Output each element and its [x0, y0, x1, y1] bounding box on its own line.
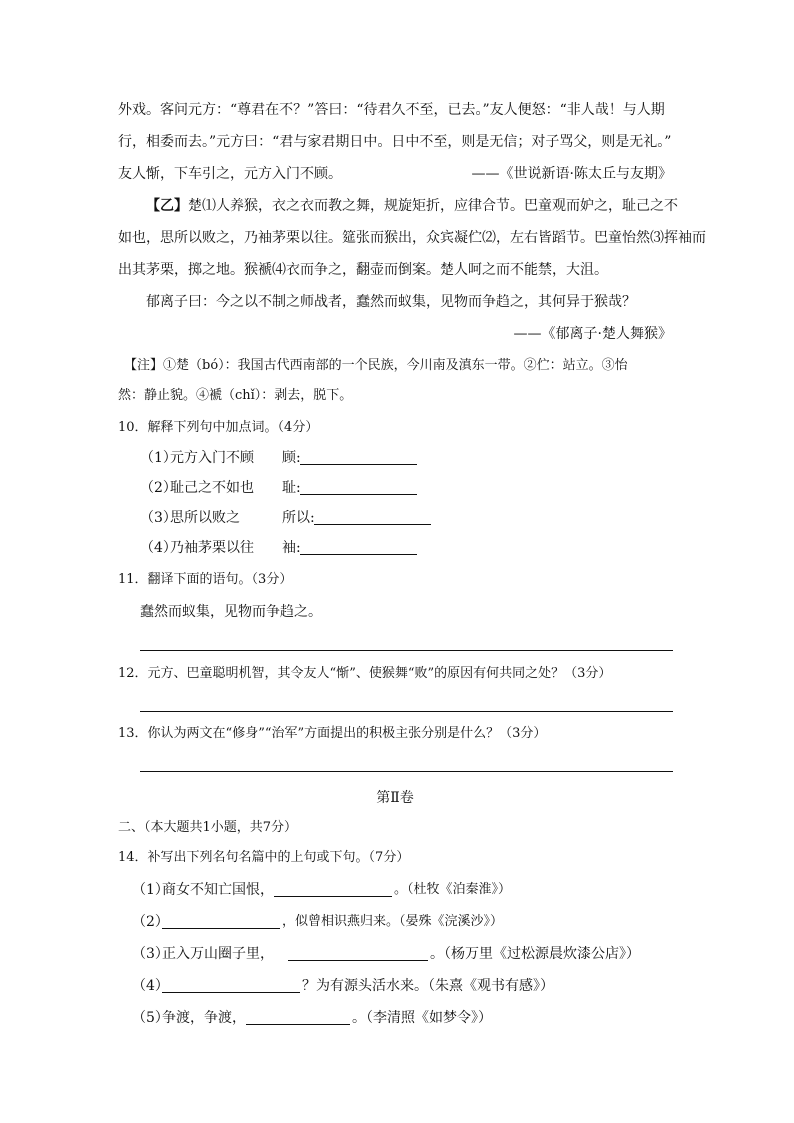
passage-b-line: [146, 196, 706, 216]
question-11-sentence: 蠢然而蚁集，见物而争趋之。: [140, 604, 322, 620]
answer-blank[interactable]: [300, 450, 417, 465]
q10-item-number: （1）: [140, 450, 177, 466]
answer-blank[interactable]: [314, 510, 431, 525]
q14-item-after: ，似曾相识燕归来。（晏殊《浣溪沙》）: [282, 914, 504, 929]
passage-b-text: 楚⑴人养猴，衣之衣而教之舞，规旋矩折，应律合节。巴童观而妒之，耻己之不: [188, 198, 678, 214]
answer-blank[interactable]: [162, 978, 300, 993]
q10-item-text: 耻己之不如也: [170, 480, 254, 496]
passage-b-line: 出其茅栗，掷之地。猴褫⑷衣而争之，翻壶而倒案。楚人呵之而不能禁，大沮。: [118, 262, 608, 278]
passage-a-line: 友人惭，下车引之，元方入门不顾。: [118, 166, 342, 182]
question-12-title: 12．元方、巴童聪明机智，其令友人“惭”、使猴舞“败”的原因有何共同之处？（3分）: [118, 666, 612, 681]
passage-b-line: 郁离子曰：今之以不制之师战者，蠢然而蚁集，见物而争趋之，其何异于猴哉？: [146, 294, 636, 310]
answer-blank[interactable]: [162, 914, 280, 929]
question-11-title: 11．翻译下面的语句。（3分）: [118, 572, 293, 587]
q10-item-word: 袖:: [282, 540, 301, 556]
answer-line[interactable]: [140, 711, 673, 712]
passage-a-line: 外戏。客问元方：“尊君在不？”答曰：“待君久不至，已去。”友人便怒：“非人哉！与人期: [118, 102, 665, 118]
q14-item-after: 。（杨万里《过松源晨炊漆公店》）: [430, 946, 640, 962]
q14-item-after: ？为有源头活水来。（朱熹《观书有感》）: [302, 978, 554, 994]
question-10-title: 10．解释下列句中加点词。（4分）: [118, 420, 319, 435]
answer-line[interactable]: [140, 771, 673, 772]
passage-a-source: ——《世说新语·陈太丘与友期》: [471, 166, 672, 182]
answer-blank[interactable]: [246, 1010, 350, 1025]
q10-item-text: 元方入门不顾: [170, 450, 254, 466]
q10-item-text: 乃袖茅栗以往: [170, 540, 254, 556]
q10-item-word: 所以:: [282, 510, 315, 526]
answer-line[interactable]: [140, 650, 673, 651]
answer-blank[interactable]: [300, 540, 417, 555]
q14-item-after: 。（李清照《如梦令》）: [352, 1010, 492, 1026]
q14-item-after: 。（杜牧《泊秦淮》）: [394, 882, 512, 897]
question-13-title: 13．你认为两文在“修身”“治军”方面提出的积极主张分别是什么？（3分）: [118, 726, 547, 741]
q14-item-number: （2）: [132, 914, 169, 930]
section-heading: 第Ⅱ卷: [376, 790, 414, 806]
q10-item-number: （3）: [140, 510, 177, 526]
q14-item-before: 正入万山圈子里，: [162, 946, 274, 962]
passage-b-source: ——《郁离子·楚人舞猴》: [513, 326, 672, 342]
answer-blank[interactable]: [274, 882, 392, 897]
q10-item-number: （4）: [140, 540, 177, 556]
q14-item-before: 争渡，争渡，: [162, 1010, 246, 1026]
passage-a-line: 行，相委而去。”元方曰：“君与家君期日中。日中不至，则是无信；对子骂父，则是无礼。”: [118, 134, 672, 150]
notes-line: 【注】①楚（bó）：我国古代西南部的一个民族，今川南及滇东一带。②伫：站立。③怡: [124, 358, 628, 373]
q10-item-number: （2）: [140, 480, 177, 496]
passage-b-label: 【乙】: [146, 198, 188, 214]
answer-blank[interactable]: [288, 946, 428, 961]
q14-item-number: （1）: [132, 882, 169, 898]
answer-blank[interactable]: [300, 480, 417, 495]
q14-item-number: （5）: [132, 1010, 169, 1026]
section-subheading: 二、（本大题共1小题，共7分）: [118, 820, 298, 835]
q14-item-before: 商女不知亡国恨，: [162, 882, 274, 898]
question-14-title: 14．补写出下列名句名篇中的上句或下句。（7分）: [118, 850, 410, 865]
q10-item-word: 耻:: [282, 480, 301, 496]
q10-item-text: 思所以败之: [170, 510, 240, 526]
q10-item-word: 顾:: [282, 450, 301, 466]
passage-b-line: 如也，思所以败之，乃袖茅栗以往。筵张而猴出，众宾凝伫⑵，左右皆蹈节。巴童怡然⑶挥袖而: [118, 230, 706, 246]
q14-item-number: （3）: [132, 946, 169, 962]
q14-item-number: （4）: [132, 978, 169, 994]
notes-line: 然：静止貌。④褫（chǐ）：剥去，脱下。: [118, 388, 353, 403]
